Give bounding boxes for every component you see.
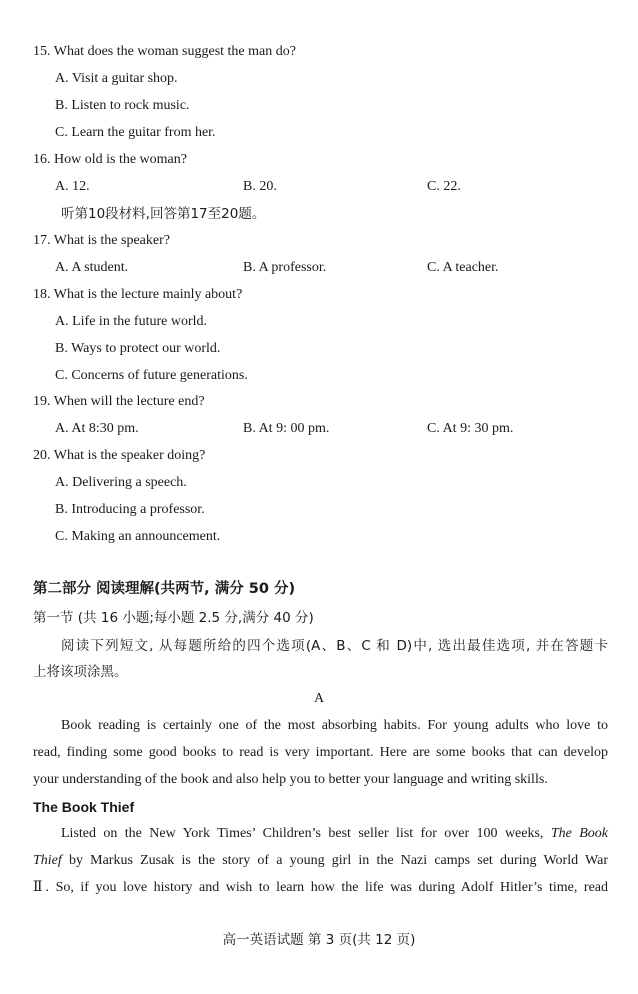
page-footer: 高一英语试题 第 3 页(共 12 页) [222,932,416,948]
part-two-heading: 第二部分 阅读理解(共两节, 满分 50 分) [33,581,296,597]
book-title-italic: Thief [33,853,62,868]
q20-option-a: A. Delivering a speech. [55,475,187,490]
q15-option-b: B. Listen to rock music. [55,98,190,113]
q18-option-a: A. Life in the future world. [55,314,208,329]
book-title-heading: The Book Thief [33,799,135,815]
book-line-2-text: by Markus Zusak is the story of a young girl in the Nazi camps set during World War [61,853,608,868]
q17-option-c: C. A teacher. [427,260,499,275]
intro-line: read, finding some good books to read is very important. Here are some books that can develop [33,745,608,760]
question-15: 15. What does the woman suggest the man do? [33,44,296,59]
q15-option-c: C. Learn the guitar from her. [55,125,216,140]
book-title-italic: The Book [550,826,609,841]
passage-label: A [313,691,325,706]
section-one-heading: 第一节 (共 16 小题;每小题 2.5 分,满分 40 分) [33,610,314,626]
q17-option-b: B. A professor. [243,260,327,275]
q19-option-c: C. At 9: 30 pm. [427,421,514,436]
q16-option-c: C. 22. [427,179,461,194]
q19-option-b: B. At 9: 00 pm. [243,421,330,436]
book-line-1-text: Listed on the New York Times’ Children’s best seller list for over 100 weeks, [61,826,551,841]
question-16: 16. How old is the woman? [33,152,187,167]
intro-line: your understanding of the book and also help you to better your language and writing skills. [33,772,548,787]
question-19: 19. When will the lecture end? [33,394,205,409]
q19-option-a: A. At 8:30 pm. [55,421,139,436]
question-20: 20. What is the speaker doing? [33,448,206,463]
q20-option-b: B. Introducing a professor. [55,502,205,517]
q18-option-c: C. Concerns of future generations. [55,368,248,383]
q20-option-c: C. Making an announcement. [55,529,221,544]
listening-instruction: 听第10段材料,回答第17至20题。 [61,206,266,222]
q17-option-a: A. A student. [55,260,129,275]
book-line [33,820,608,847]
q16-option-b: B. 20. [243,179,277,194]
q15-option-a: A. Visit a guitar shop. [55,71,178,86]
question-17: 17. What is the speaker? [33,233,170,248]
directions-line-1: 阅读下列短文, 从每题所给的四个选项(A、B、C 和 D)中, 选出最佳选项, 并在答题卡 [61,638,608,654]
intro-paragraph [33,712,608,793]
book-paragraph [33,820,608,901]
book-line: Ⅱ. So, if you love history and wish to learn how the life was during Adolf Hitler’s time, read [33,880,608,895]
intro-line: Book reading is certainly one of the most absorbing habits. For young adults who love to [61,718,608,733]
q16-option-a: A. 12. [55,179,90,194]
q18-option-b: B. Ways to protect our world. [55,341,221,356]
question-18: 18. What is the lecture mainly about? [33,287,243,302]
directions-line-2: 上将该项涂黑。 [33,664,128,680]
book-line [33,847,608,874]
